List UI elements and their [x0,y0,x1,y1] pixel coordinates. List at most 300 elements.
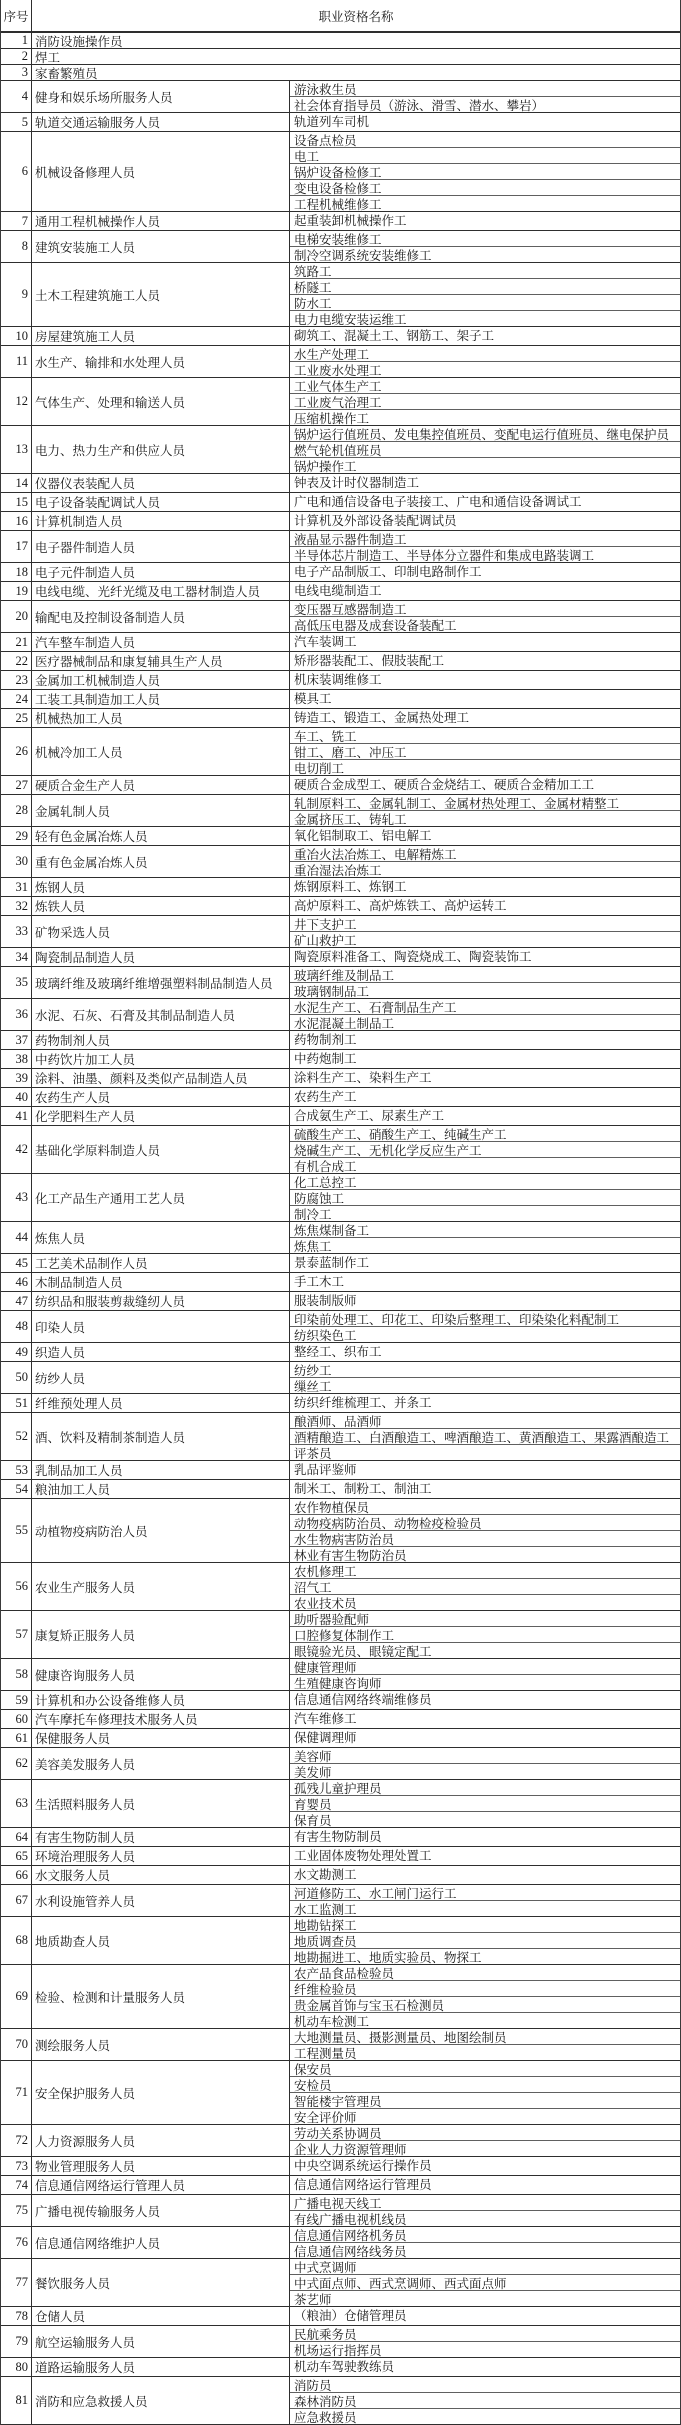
qualification-items [290,263,680,326]
qualification-items [290,512,680,530]
row-serial-number: 4 [1,81,32,112]
qualification-item [290,1015,680,1030]
category-cell: 涂料、油墨、颜料及类似产品制造人员 [32,1069,290,1087]
qualification-item-text: 工程机械维修工 [294,197,382,211]
row-serial-number: 81 [1,2377,32,2424]
table-row [1,1292,680,1311]
qualification-item-text: 重冶火法冶炼工、电解精炼工 [294,847,457,862]
qualification-items [290,1088,680,1106]
row-serial-number: 46 [1,1273,32,1291]
qualification-item [290,531,680,547]
qualification-item [290,999,680,1015]
qualification-item [290,1847,680,1862]
qualification-item-text: 河道修防工、水工闸门运行工 [294,1886,457,1901]
table-row [1,346,680,378]
table-row [1,2377,680,2425]
qualification-items [290,601,680,632]
qualification-items [290,1126,680,1173]
qualification-item [290,263,680,279]
row-serial-number: 22 [1,652,32,670]
qualification-items [290,563,680,581]
qualification-item [290,2243,680,2258]
row-serial-number: 24 [1,690,32,708]
qualification-items [290,1611,680,1658]
row-serial-number: 65 [1,1847,32,1865]
row-serial-number: 18 [1,563,32,581]
qualification-items [290,878,680,896]
qualification-item [290,652,680,667]
row-serial-number: 29 [1,827,32,845]
table-row [1,1222,680,1254]
category-cell: 机械热加工人员 [32,709,290,727]
row-serial-number: 49 [1,1343,32,1361]
qualification-items [290,827,680,845]
qualification-items [290,1050,680,1068]
qualification-item-text: 制米工、制粉工、制油工 [294,1481,432,1495]
qualification-items [290,897,680,915]
category-cell: 建筑安装施工人员 [32,231,290,262]
table-row [1,999,680,1031]
qualification-item [290,2029,680,2045]
qualification-item [290,97,680,112]
row-serial-number: 34 [1,948,32,966]
qualification-items [290,1885,680,1916]
qualification-item-text: 保育员 [294,1813,332,1827]
category-cell: 餐饮服务人员 [32,2259,290,2306]
category-cell: 机械设备修理人员 [32,132,290,211]
table-row [1,1254,680,1273]
category-cell: 水利设施管养人员 [32,1885,290,1916]
qualification-item [290,1088,680,1103]
qualification-item [290,744,680,760]
row-serial-number: 2 [1,49,32,64]
qualification-item [290,1933,680,1949]
qualification-item [290,1901,680,1916]
qualification-item [290,2275,680,2291]
qualification-item-text: 筑路工 [294,264,332,279]
table-row [1,493,680,512]
row-serial-number: 59 [1,1691,32,1709]
qualification-item [290,1885,680,1901]
table-row [1,113,680,132]
table-row [1,671,680,690]
qualification-item [290,1362,680,1378]
row-serial-number: 33 [1,916,32,947]
qualification-name-cell: 消防设施操作员 [35,34,123,48]
table-row [1,1748,680,1780]
qualification-item-text: 汽车维修工 [294,1711,357,1725]
table-row [1,531,680,563]
qualification-items [290,1394,680,1412]
qualification-item [290,862,680,877]
qualification-item-text: 保健调理师 [294,1730,357,1744]
qualification-item [290,196,680,211]
table-row [1,1069,680,1088]
row-serial-number: 80 [1,2358,32,2376]
qualification-item [290,601,680,617]
qualification-item-text: 育婴员 [294,1797,332,1812]
qualification-item-text: 矫形器装配工、假肢装配工 [294,653,445,667]
qualification-item-text: 金属挤压工、铸轧工 [294,812,407,826]
row-serial-number: 7 [1,212,32,230]
qualification-item [290,1659,680,1675]
category-cell: 消防和应急救援人员 [32,2377,290,2424]
row-serial-number: 56 [1,1563,32,1610]
table-row [1,2227,680,2259]
qualification-item-text: 电力电缆安装运维工 [294,312,407,326]
qualification-items [290,474,680,492]
qualification-item-text: 森林消防员 [294,2394,357,2409]
qualification-items [290,212,680,230]
category-cell: 工艺美术品制作人员 [32,1254,290,1272]
qualification-item-text: 制冷空调系统安装维修工 [294,248,432,262]
table-row [1,2029,680,2061]
row-serial-number: 42 [1,1126,32,1173]
table-row [1,2061,680,2125]
qualification-item-text: 重冶湿法冶炼工 [294,863,382,877]
qualification-item [290,410,680,425]
qualification-item [290,1238,680,1253]
qualification-item-text: 健康管理师 [294,1660,357,1675]
qualification-item-text: 大地测量员、摄影测量员、地图绘制员 [294,2030,507,2045]
category-cell: 汽车整车制造人员 [32,633,290,651]
table-row [1,81,680,113]
qualification-item-text: 助听器验配师 [294,1612,370,1627]
table-row [1,2125,680,2157]
table-row [1,1917,680,1965]
header-serial-number: 序号 [1,0,32,31]
table-row [1,1394,680,1413]
qualification-item-text: 中式烹调师 [294,2260,357,2275]
qualification-item-text: 社会体育指导员（游泳、滑雪、潜水、攀岩） [294,98,545,112]
qualification-item-text: 车工、铣工 [294,729,357,744]
qualification-item [290,426,680,442]
category-cell: 土木工程建筑施工人员 [32,263,290,326]
qualification-item-text: 有害生物防制员 [294,1829,382,1843]
category-cell: 电子设备装配调试人员 [32,493,290,511]
category-cell: 轨道交通运输服务人员 [32,113,290,131]
qualification-item-text: 药物制剂工 [294,1032,357,1046]
table-row [1,2358,680,2377]
row-serial-number: 25 [1,709,32,727]
qualification-items [290,1461,680,1479]
row-serial-number: 23 [1,671,32,689]
qualification-item-text: 矿山救护工 [294,933,357,947]
table-row [1,1691,680,1710]
qualification-item-text: 机床装调维修工 [294,672,382,686]
qualification-items [290,1866,680,1884]
category-cell: 仪器仪表装配人员 [32,474,290,492]
qualification-item-text: 工业固体废物处理处置工 [294,1848,432,1862]
qualification-items [290,346,680,377]
table-row [1,263,680,327]
qualification-items [290,2061,680,2124]
table-row [1,2307,680,2326]
category-cell: 乳制品加工人员 [32,1461,290,1479]
qualification-item [290,2393,680,2409]
row-serial-number: 78 [1,2307,32,2325]
qualification-item [290,760,680,775]
qualification-items [290,426,680,473]
qualification-item-text: 防水工 [294,296,332,311]
qualification-item-text: 变压器互感器制造工 [294,602,407,617]
row-serial-number: 57 [1,1611,32,1658]
table-header-row [1,0,680,33]
row-serial-number: 27 [1,776,32,794]
qualification-item-text: 合成氨生产工、尿素生产工 [294,1108,445,1122]
table-row [1,916,680,948]
qualification-item [290,811,680,826]
qualification-item-text: 美发师 [294,1765,332,1779]
qualification-item-text: 炼焦工 [294,1239,332,1253]
qualification-item-text: 景泰蓝制作工 [294,1255,370,1269]
qualification-item-text: 孤残儿童护理员 [294,1781,382,1796]
qualification-items [290,776,680,794]
row-serial-number: 43 [1,1174,32,1221]
qualification-item-text: 高低压电器及成套设备装配工 [294,618,457,632]
category-cell: 金属轧制人员 [32,795,290,826]
row-serial-number: 67 [1,1885,32,1916]
qualification-name-cell: 家畜繁殖员 [35,66,98,80]
qualification-item [290,1729,680,1744]
category-cell: 计算机和办公设备维修人员 [32,1691,290,1709]
qualification-item [290,795,680,811]
table-row [1,2176,680,2195]
qualification-item [290,967,680,983]
qualification-items [290,652,680,670]
qualification-item [290,617,680,632]
qualification-item-text: 农作物植保员 [294,1500,370,1515]
table-row [1,2195,680,2227]
qualification-item-text: 信息通信网络线务员 [294,2244,407,2258]
qualification-item [290,2109,680,2124]
qualification-items [290,1343,680,1361]
row-serial-number: 63 [1,1780,32,1827]
category-cell: 健康咨询服务人员 [32,1659,290,1690]
qualification-item [290,164,680,180]
category-cell: 轻有色金属冶炼人员 [32,827,290,845]
qualification-item [290,2342,680,2357]
table-row [1,1780,680,1828]
qualification-item [290,212,680,227]
qualification-item-text: 安全评价师 [294,2110,357,2124]
qualification-item [290,1627,680,1643]
row-serial-number: 70 [1,2029,32,2060]
category-cell: 水生产、输排和水处理人员 [32,346,290,377]
qualification-item [290,1413,680,1429]
qualification-items [290,671,680,689]
qualification-item [290,458,680,473]
qualification-item-text: 锅炉运行值班员、发电集控值班员、变配电运行值班员、继电保护员 [294,427,670,442]
category-cell: 有害生物防制人员 [32,1828,290,1846]
qualification-item-text: 玻璃纤维及制品工 [294,968,395,983]
table-row [1,33,680,49]
category-cell: 化学肥料生产人员 [32,1107,290,1125]
category-cell: 基础化学原料制造人员 [32,1126,290,1173]
row-serial-number: 72 [1,2125,32,2156]
qualification-item [290,1327,680,1342]
table-row [1,728,680,776]
row-serial-number: 36 [1,999,32,1030]
qualification-items [290,1069,680,1087]
table-row [1,231,680,263]
table-row [1,426,680,474]
qualification-item-text: 农药生产工 [294,1089,357,1103]
category-cell: 信息通信网络运行管理人员 [32,2176,290,2194]
qualification-items [290,1413,680,1460]
category-cell: 玻璃纤维及玻璃纤维增强塑料制品制造人员 [32,967,290,998]
category-cell: 人力资源服务人员 [32,2125,290,2156]
qualification-item-text: 纤维检验员 [294,1982,357,1997]
qualification-item-text: 地勘掘进工、地质实验员、物探工 [294,1950,482,1964]
qualification-item [290,1675,680,1690]
qualification-items [290,132,680,211]
qualification-item-text: 机动车驾驶教练员 [294,2359,395,2373]
qualification-item [290,671,680,686]
qualification-item-text: 茶艺师 [294,2292,332,2306]
qualification-item [290,2176,680,2191]
table-row [1,633,680,652]
row-serial-number: 53 [1,1461,32,1479]
row-serial-number: 30 [1,846,32,877]
qualification-item [290,81,680,97]
row-serial-number: 14 [1,474,32,492]
row-serial-number: 17 [1,531,32,562]
category-cell: 房屋建筑施工人员 [32,327,290,345]
table-row [1,212,680,231]
qualification-item [290,295,680,311]
qualification-item-text: 制冷工 [294,1207,332,1221]
qualification-item [290,1394,680,1409]
qualification-item [290,394,680,410]
qualification-item-text: 硬质合金成型工、硬质合金烧结工、硬质合金精加工工 [294,777,595,791]
row-serial-number: 19 [1,582,32,600]
qualification-items [290,999,680,1030]
qualification-item-text: 农业技术员 [294,1596,357,1610]
category-cell: 农业生产服务人员 [32,1563,290,1610]
qualification-item [290,311,680,326]
qualification-item [290,1949,680,1964]
row-serial-number: 11 [1,346,32,377]
category-cell: 安全保护服务人员 [32,2061,290,2124]
table-row [1,132,680,212]
qualification-items [290,327,680,345]
row-serial-number: 76 [1,2227,32,2258]
category-cell: 印染人员 [32,1311,290,1342]
category-cell: 中药饮片加工人员 [32,1050,290,1068]
qualification-item-text: 变电设备检修工 [294,181,382,196]
row-serial-number: 58 [1,1659,32,1690]
qualification-item [290,932,680,947]
qualification-items [290,378,680,425]
qualification-items [290,1748,680,1779]
qualification-item-text: 防腐蚀工 [294,1191,345,1206]
table-row [1,1050,680,1069]
qualification-item [290,563,680,578]
qualification-item [290,1965,680,1981]
qualification-item-text: 林业有害生物防治员 [294,1548,407,1562]
qualification-items [290,531,680,562]
qualification-item [290,1107,680,1122]
qualification-item [290,2358,680,2373]
table-row [1,1362,680,1394]
qualification-items [290,1107,680,1125]
qualification-item [290,1126,680,1142]
qualification-item-text: 氧化铝制取工、铝电解工 [294,828,432,842]
qualification-item-text: 电梯安装维修工 [294,232,382,247]
qualification-item-text: 陶瓷原料准备工、陶瓷烧成工、陶瓷装饰工 [294,949,532,963]
qualification-items [290,1362,680,1393]
qualification-item-text: 整经工、织布工 [294,1344,382,1358]
category-cell: 水泥、石灰、石膏及其制品制造人员 [32,999,290,1030]
category-cell: 电子元件制造人员 [32,563,290,581]
category-cell: 炼铁人员 [32,897,290,915]
qualification-item [290,1780,680,1796]
qualification-items [290,2326,680,2357]
qualification-item [290,846,680,862]
qualification-item-text: 半导体芯片制造工、半导体分立器件和集成电路装调工 [294,548,595,562]
row-serial-number: 69 [1,1965,32,2028]
category-cell: 纤维预处理人员 [32,1394,290,1412]
qualification-item-text: 中药炮制工 [294,1051,357,1065]
qualification-item-text: 印染前处理工、印花工、印染后整理工、印染染化料配制工 [294,1312,620,1327]
qualification-item-text: 模具工 [294,691,332,705]
table-row [1,690,680,709]
qualification-item-text: 中央空调系统运行操作员 [294,2158,432,2172]
qualification-items [290,1965,680,2028]
category-cell: 信息通信网络维护人员 [32,2227,290,2258]
qualification-item [290,231,680,247]
qualification-item [290,897,680,912]
row-serial-number: 32 [1,897,32,915]
category-cell: 机械冷加工人员 [32,728,290,775]
category-cell: 酒、饮料及精制茶制造人员 [32,1413,290,1460]
category-cell: 化工产品生产通用工艺人员 [32,1174,290,1221]
table-row [1,652,680,671]
qualification-item [290,279,680,295]
qualification-item [290,378,680,394]
qualification-item [290,1531,680,1547]
qualification-item-text: 水生物病害防治员 [294,1532,395,1547]
qualification-item-text: 桥隧工 [294,280,332,295]
table-row [1,1499,680,1563]
qualification-item-text: 缫丝工 [294,1379,332,1393]
qualification-items [290,2125,680,2156]
qualification-item [290,1190,680,1206]
table-row [1,65,680,81]
qualification-items [290,846,680,877]
qualification-item-text: 美容师 [294,1749,332,1764]
row-serial-number: 31 [1,878,32,896]
qualification-item [290,2157,680,2172]
qualification-item-text: 机场运行指挥员 [294,2343,382,2357]
qualification-items [290,2029,680,2060]
qualification-item [290,113,680,128]
qualification-item-text: 工业废水处理工 [294,363,382,377]
qualification-items [290,1917,680,1964]
qualification-item [290,948,680,963]
category-cell: 道路运输服务人员 [32,2358,290,2376]
qualification-table-body [1,33,680,2425]
qualification-item [290,1796,680,1812]
qualification-item [290,1429,680,1445]
qualification-item [290,1050,680,1065]
qualification-item [290,512,680,527]
qualification-item [290,1547,680,1562]
qualification-item [290,1866,680,1881]
qualification-item-text: 乳品评鉴师 [294,1462,357,1476]
qualification-items [290,1222,680,1253]
